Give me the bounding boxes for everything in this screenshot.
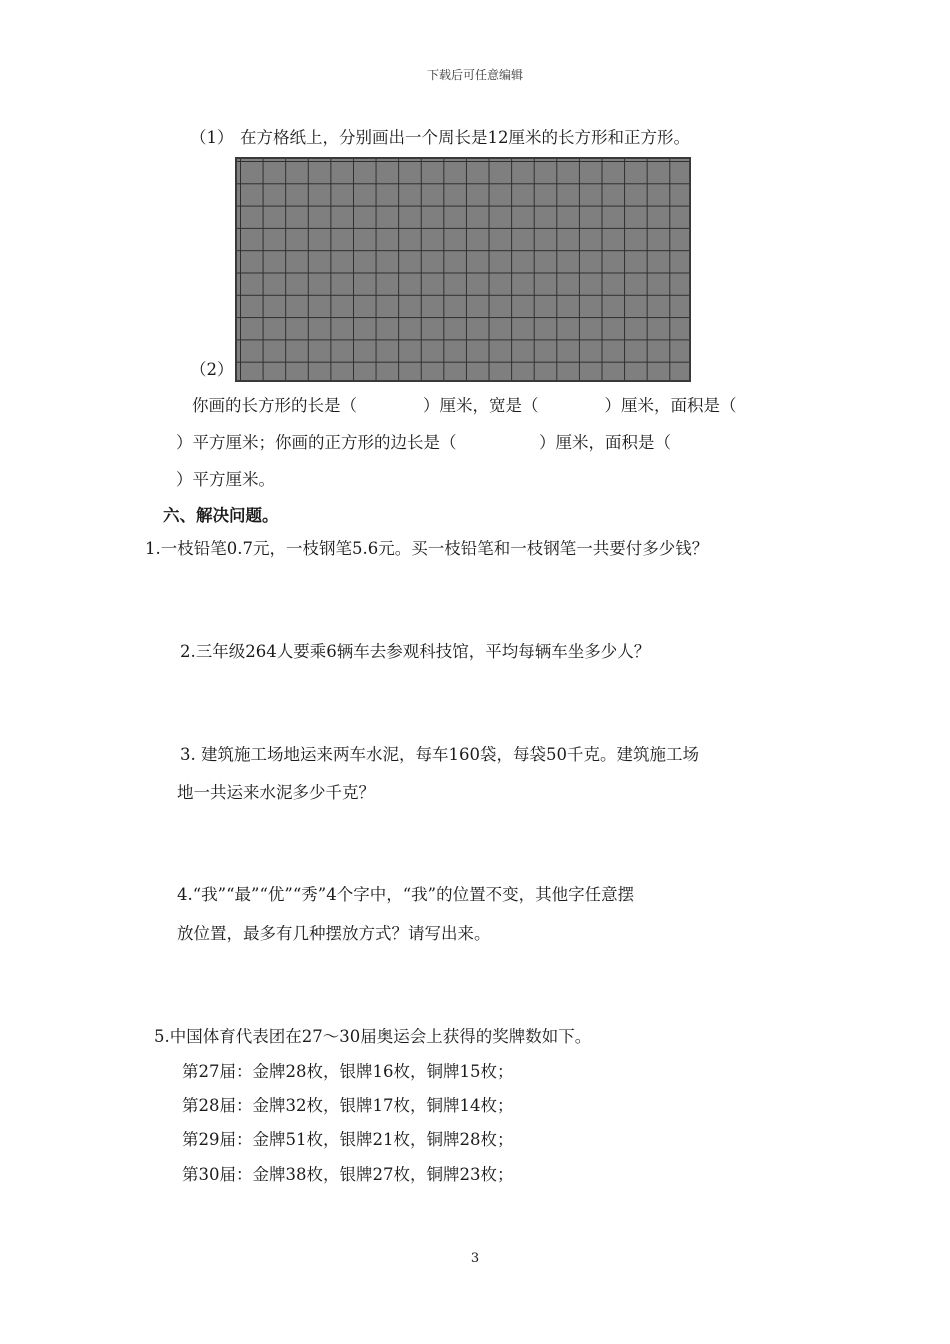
problem-3-line2: 地一共运来水泥多少千克？ [177,783,375,802]
problem-4-line2: 放位置，最多有几种摆放方式？请写出来。 [177,924,491,943]
page-number: 3 [470,1251,480,1266]
q2-line1: 你画的长方形的长是（ ）厘米，宽是（ ）厘米，面积是（ [192,396,737,415]
medal-row: 第29届：金牌51枚，银牌21枚，铜牌28枚； [182,1130,514,1149]
q2-line3: ）平方厘米。 [176,470,275,489]
problem-5-title: 5.中国体育代表团在27～30届奥运会上获得的奖牌数如下。 [154,1027,592,1046]
medal-row: 第28届：金牌32枚，银牌17枚，铜牌14枚； [182,1096,514,1115]
q2-label: （2） [190,360,234,379]
problem-2: 2.三年级264人要乘6辆车去参观科技馆，平均每辆车坐多少人？ [180,642,651,661]
problem-4-line1: 4.“我”“最”“优”“秀”4个字中，“我”的位置不变，其他字任意摆 [177,885,635,904]
section6-title: 六、解决问题。 [163,506,279,525]
problem-1: 1.一枝铅笔0.7元，一枝钢笔5.6元。买一枝铅笔和一枝钢笔一共要付多少钱？ [145,539,709,558]
medal-row: 第27届：金牌28枚，银牌16枚，铜牌15枚； [182,1062,514,1081]
q1-label: （1） [190,128,234,147]
medal-row: 第30届：金牌38枚，银牌27枚，铜牌23枚； [182,1165,514,1184]
page-header: 下载后可任意编辑 [426,68,523,82]
q1-text: 在方格纸上，分别画出一个周长是12厘米的长方形和正方形。 [240,128,690,147]
problem-3-line1: 3. 建筑施工场地运来两车水泥，每车160袋，每袋50千克。建筑施工场 [180,745,699,764]
q2-line2: ）平方厘米；你画的正方形的边长是（ ）厘米，面积是（ [176,433,671,452]
square-grid-paper[interactable] [235,157,691,382]
